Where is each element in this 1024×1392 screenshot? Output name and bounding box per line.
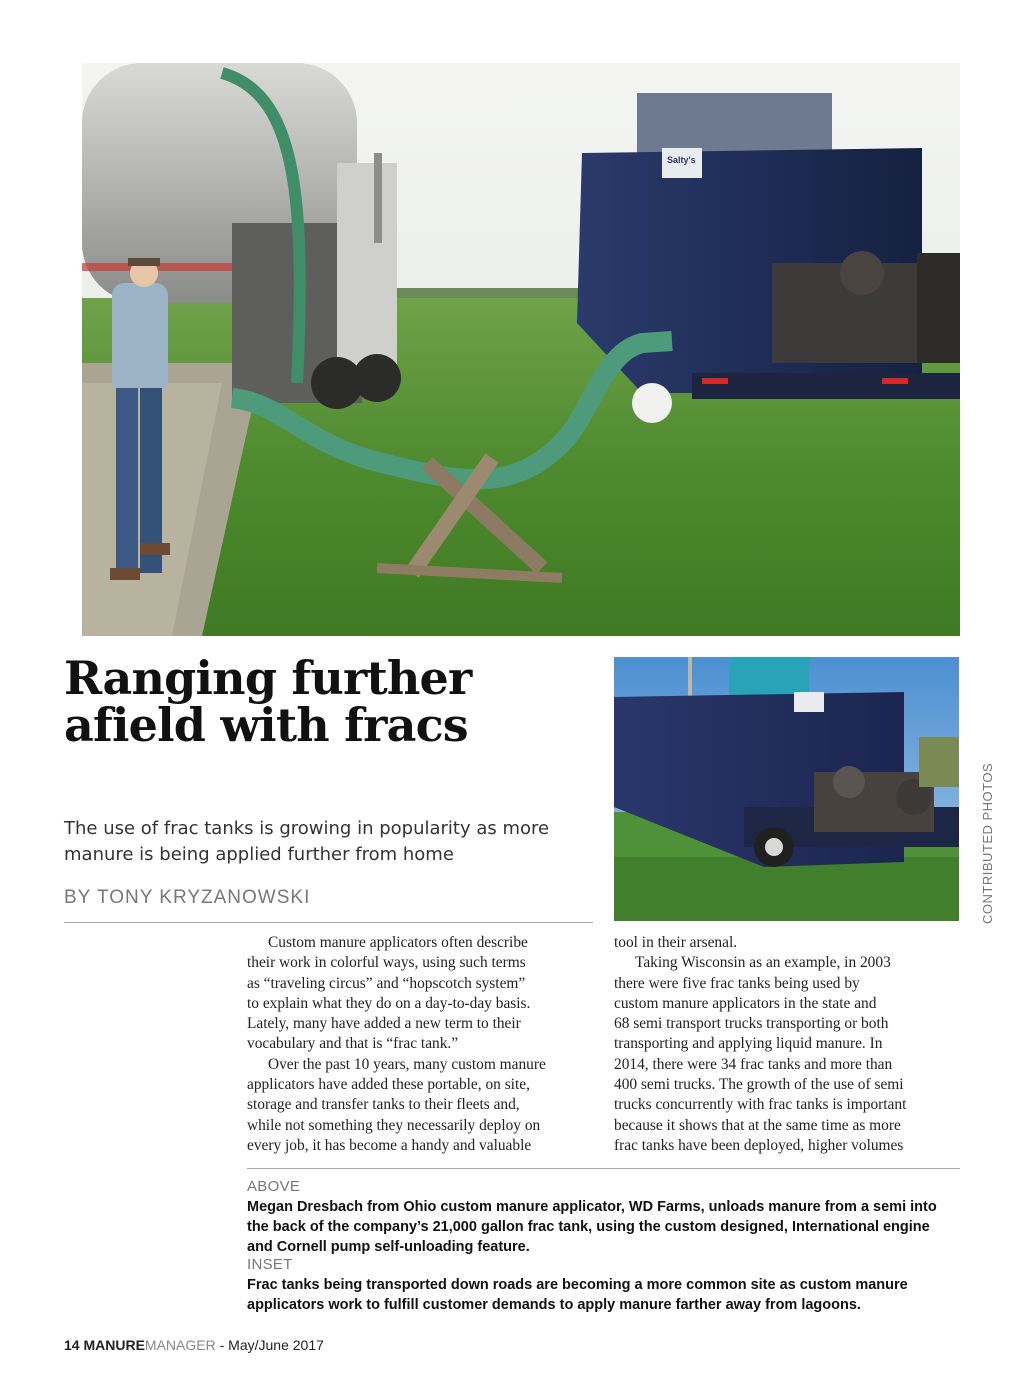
body-line: Lately, many have added a new term to their: [247, 1015, 521, 1033]
body-line: frac tanks have been deployed, higher volumes: [614, 1136, 904, 1154]
body-line: custom manure applicators in the state and: [614, 994, 877, 1012]
body-line: tool in their arsenal.: [614, 934, 738, 951]
caption-text-inset: [247, 1275, 967, 1315]
caption-line: applicators work to fulfill customer demands to apply manure farther away from lagoons.: [247, 1297, 861, 1313]
body-line: 400 semi trucks. The growth of the use of semi: [614, 1076, 904, 1094]
body-line: applicators have added these portable, on site,: [247, 1076, 530, 1094]
body-line: Taking Wisconsin as an example, in 2003: [635, 954, 891, 972]
body-line: while not something they necessarily deploy on: [247, 1116, 541, 1134]
caption-line: Megan Dresbach from Ohio custom manure applicator, WD Farms, unloads manure from a semi into: [247, 1199, 937, 1215]
magazine-name-light: MANAGER: [144, 1337, 216, 1353]
body-column-1: [247, 933, 587, 1156]
body-line: because it shows that at the same time as more: [614, 1116, 901, 1134]
caption-line: the back of the company’s 21,000 gallon frac tank, using the custom designed, International engine: [247, 1219, 930, 1235]
body-line: to explain what they do on a day-to-day basis.: [247, 994, 531, 1012]
body-line: transporting and applying liquid manure. In: [614, 1035, 883, 1053]
headline-line: Ranging further: [64, 651, 472, 705]
body-line: every job, it has become a handy and valuable: [247, 1136, 532, 1154]
body-line: as “traveling circus” and “hopscotch system”: [247, 974, 526, 992]
deck: [64, 816, 584, 868]
inset-photo: [614, 657, 959, 921]
body-line: 2014, there were 34 frac tanks and more than: [614, 1055, 893, 1073]
headline: [64, 651, 584, 752]
caption-label-above: ABOVE: [247, 1178, 301, 1195]
deck-line: manure is being applied further from home: [64, 844, 454, 865]
body-line: 68 semi transport trucks transporting or both: [614, 1015, 889, 1033]
headline-line: afield with fracs: [64, 698, 468, 752]
body-line: vocabulary and that is “frac tank.”: [247, 1035, 459, 1053]
frac-tank-sign: Salty's: [667, 155, 696, 165]
issue-date: - May/June 2017: [215, 1337, 324, 1353]
body-line: there were five frac tanks being used by: [614, 974, 860, 992]
byline-divider: [64, 922, 593, 923]
folio: [64, 1337, 324, 1353]
body-line: Custom manure applicators often describe: [268, 934, 528, 951]
caption-divider: [247, 1168, 960, 1169]
caption-label-inset: INSET: [247, 1256, 293, 1273]
main-photo: [82, 63, 960, 636]
body-column-2: [614, 933, 954, 1156]
deck-line: The use of frac tanks is growing in popularity as more: [64, 818, 550, 839]
caption-line: Frac tanks being transported down roads are becoming a more common site as custom manure: [247, 1277, 908, 1293]
magazine-name-bold: MANURE: [83, 1337, 145, 1353]
body-line: storage and transfer tanks to their fleets and,: [247, 1096, 520, 1114]
byline: BY TONY KRYZANOWSKI: [64, 887, 311, 908]
page-number: 14: [64, 1337, 80, 1353]
caption-text-above: [247, 1197, 967, 1257]
caption-line: and Cornell pump self-unloading feature.: [247, 1239, 530, 1255]
photo-credit: CONTRIBUTED PHOTOS: [980, 762, 995, 924]
body-line: Over the past 10 years, many custom manure: [268, 1055, 546, 1073]
body-line: trucks concurrently with frac tanks is important: [614, 1096, 907, 1114]
body-line: their work in colorful ways, using such terms: [247, 954, 526, 972]
